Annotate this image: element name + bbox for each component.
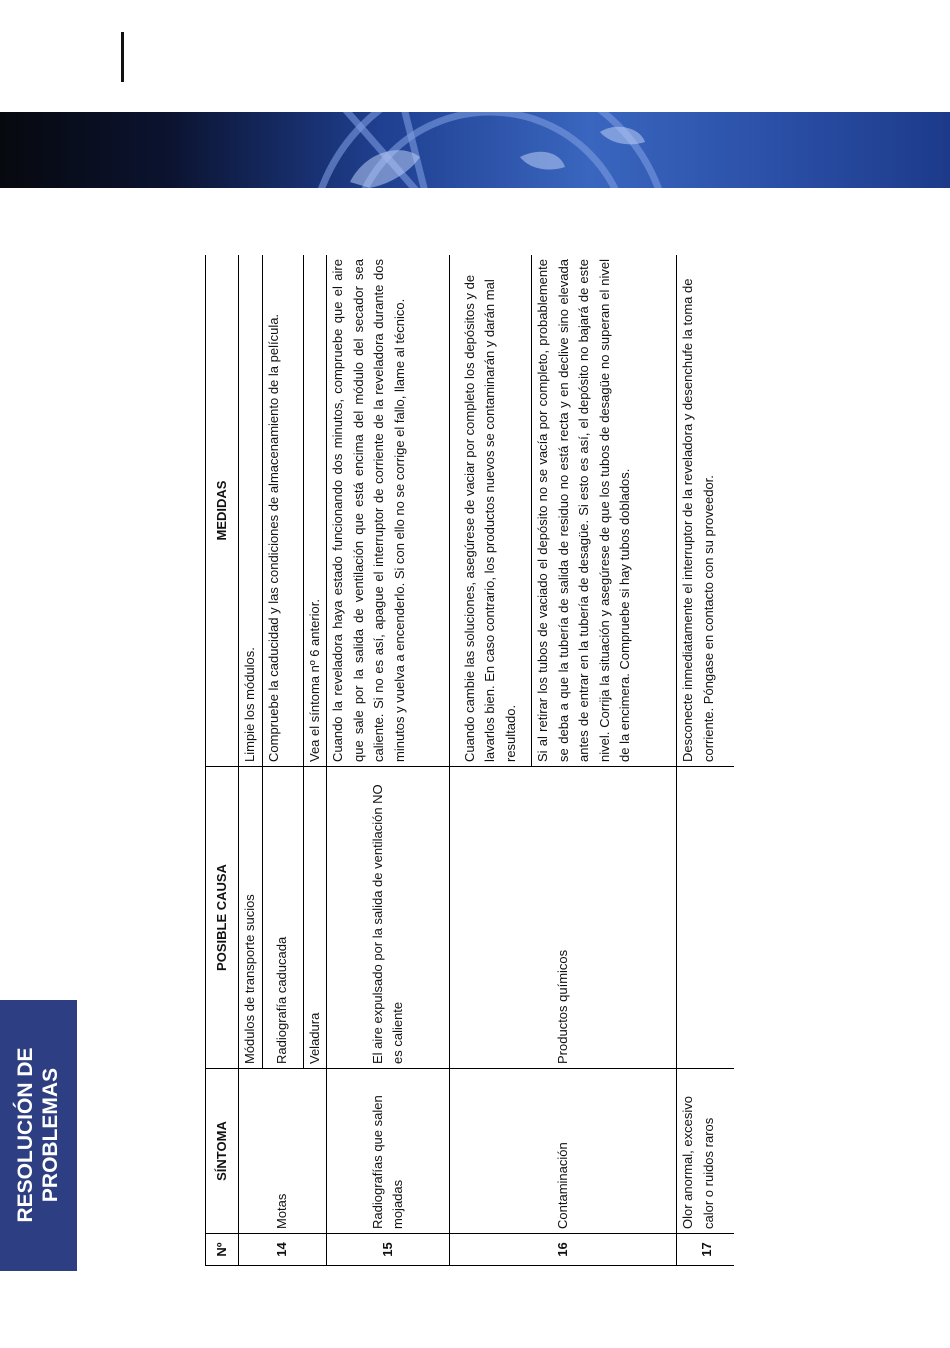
cause-cell: El aire expulsado por la salida de ventilación NO es caliente (327, 767, 450, 1069)
symptom-cell: Radiografías que salen mojadas (327, 1069, 450, 1234)
table-row (327, 255, 450, 1266)
table-row (677, 255, 735, 1266)
header-cause: POSIBLE CAUSA (206, 767, 239, 1069)
cause-cell: Radiografía caducada (262, 767, 303, 1069)
row-number: 17 (677, 1234, 735, 1266)
globe-graphic (0, 112, 950, 188)
cause-cell: Módulos de transporte sucios (239, 767, 263, 1069)
measure-cell: Cuando la reveladora haya estado funcionando dos minutos, compruebe que el aire que sale por la salida de ventilación que está encima del módulo del secador sea caliente. Si no es así, apague el interruptor de corriente de la reveladora durante dos minutos y vuelva a encenderlo. Si con ello no se corrige el fallo, llame al técnico. (327, 255, 450, 767)
cause-cell: Productos químicos (450, 767, 677, 1069)
symptom-cell: Motas (239, 1069, 327, 1234)
header-num: Nº (206, 1234, 239, 1266)
measure-cell: Vea el síntoma nº 6 anterior. (303, 255, 327, 767)
measure-cell: Compruebe la caducidad y las condiciones de almacenamiento de la película. (262, 255, 303, 767)
row-number: 16 (450, 1234, 677, 1266)
section-tab-label (13, 1000, 63, 1271)
table-row (239, 255, 263, 1266)
section-tab-line1: RESOLUCIÓN DE (14, 1047, 37, 1223)
table-row (450, 255, 532, 1266)
header-rule (121, 32, 124, 82)
symptom-cell: Olor anormal, excesivo calor o ruidos raros (677, 1069, 735, 1234)
section-tab (0, 1000, 77, 1271)
cause-cell: Veladura (303, 767, 327, 1069)
table-header-row (206, 255, 239, 1266)
troubleshooting-table-rotated (205, 255, 734, 1266)
troubleshooting-table-wrapper (205, 255, 734, 1266)
measure-cell: Limpie los módulos. (239, 255, 263, 767)
section-tab-line2: PROBLEMAS (39, 1067, 62, 1203)
measure-cell: Desconecte inmediatamente el interruptor de la reveladora y desenchufe la toma de corriente. Póngase en contacto con su proveedor. (677, 255, 735, 767)
cause-cell (677, 767, 735, 1069)
row-number: 15 (327, 1234, 450, 1266)
header-symptom: SÍNTOMA (206, 1069, 239, 1234)
row-number: 14 (239, 1234, 327, 1266)
header-banner (0, 112, 950, 188)
troubleshooting-table (205, 255, 734, 1266)
symptom-cell: Contaminación (450, 1069, 677, 1234)
measure-cell: Cuando cambie las soluciones, asegúrese de vaciar por completo los depósitos y de lavarlos bien. En caso contrario, los productos nuevos se contaminarán y darán mal resultado. (450, 255, 532, 767)
header-measures: MEDIDAS (206, 255, 239, 767)
measure-cell: Si al retirar los tubos de vaciado el depósito no se vacía por completo, probablemente se deba a que la tubería de salida de residuo no está recta y en declive sino elevada antes de entrar en la tubería de desagüe. Si esto es así, el depósito no bajará de este nivel. Corrija la situación y asegúrese de que los tubos de desagüe no superan el nivel de la encimera. Compruebe si hay tubos doblados. (532, 255, 677, 767)
